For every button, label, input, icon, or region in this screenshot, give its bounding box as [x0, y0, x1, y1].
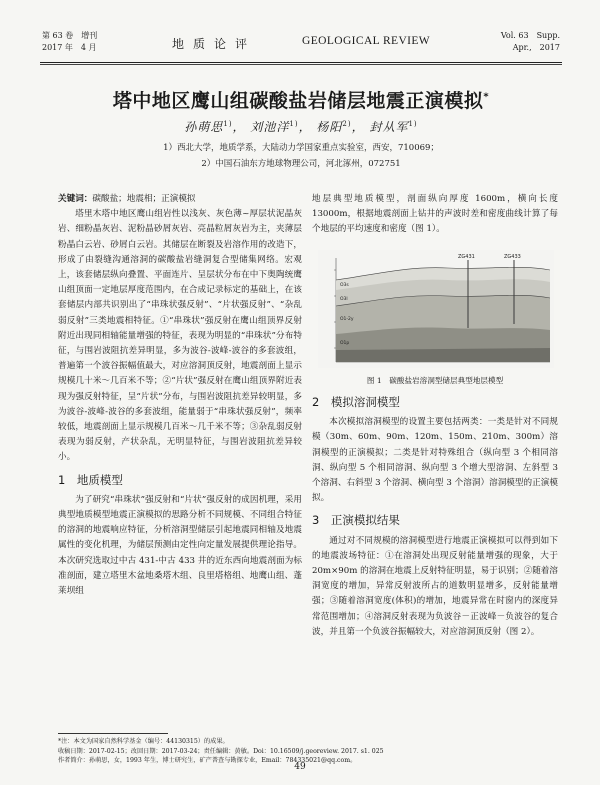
- journal-name-en: GEOLOGICAL REVIEW: [302, 35, 431, 47]
- header-volume-en: [480, 30, 560, 54]
- header-rule-thin: [40, 64, 562, 65]
- keywords-text: 碳酸盐；地震相；正演模拟: [92, 194, 196, 204]
- author-list: 孙萌思$^{1)}$， 刘池洋$^{1)}$， 杨阳$^{2)}$， 封从军$^{1)}$: [184, 120, 418, 134]
- section-3-heading: 3 正演模拟结果: [312, 513, 400, 528]
- paper-title: [40, 86, 562, 113]
- page-number: 49: [294, 762, 306, 772]
- layer-label: O3l: [340, 297, 348, 302]
- keywords-label: 关键词：: [58, 194, 93, 204]
- paper-title-text: 塔中地区鹰山组碳酸盐岩储层地震正演模拟: [112, 90, 484, 112]
- section-1-paragraph: 为了研究“串珠状”强反射和“片状”强反射的成因机理，采用典型地质模型地震正演模拟的思路分析不同规模、不同组合特征的溶洞的地震响应特征，分析溶洞型储层引起地震同相轴及地震属性的变化机理，为储层预测由定性向定量发展提供理论指导。本次研究选取过中古 431-中古 433 井的近东西向地震剖面为标准剖面，建立塔里木盆地桑塔木组、良里塔格组、地鹰山组、蓬莱坝组: [58, 494, 302, 597]
- right-column-bottom: [312, 388, 558, 640]
- section-3-paragraph: 通过对不同规模的溶洞模型进行地震正演模拟可以得到如下的地震波场特征：①在溶洞处出现反射能量增强的现象，大于 20m×90m 的溶洞在地震上反射特征明显，易于识别；②随着溶洞宽度的增加，异常反射波所占的道数明显增多，反射能量增强；③随着溶洞宽度(体积)的增加，地震异常在时窗内的深度异常范围增加；④溶洞反射表现为负波谷－正波峰－负波谷的复合波，并且第一个负波谷振幅较大，对应溶洞顶反射（图 2）。: [312, 535, 558, 637]
- header-rule: [40, 62, 562, 63]
- footnote-funding: *注：本文为国家自然科学基金（编号：44130315）的成果。: [58, 738, 229, 745]
- right-column-top: [312, 192, 558, 238]
- figure-1-caption: 图 1 碳酸盐岩溶洞型储层典型地层模型: [366, 376, 504, 385]
- author-name: 杨阳: [316, 120, 343, 134]
- author-sup: 1): [408, 120, 418, 128]
- well-label-zg431: ZG431: [458, 254, 475, 260]
- intro-paragraph: 塔里木塔中地区鹰山组岩性以浅灰、灰色薄~厚层状泥晶灰岩、细粉晶灰岩、泥粉晶砂屑灰岩、亮晶粒屑灰岩为主，夹薄层粉晶白云岩、砂屑白云岩。其储层在断裂及岩溶作用的改造下，形成了由裂缝沟通溶洞的碳酸盐岩缝洞复合型储集网络。宏观上，该套储层纵向叠置、平面连片、呈层状分布在中下奥陶统鹰山组顶面一定地层厚度范围内，在合成记录标定的基础上，在该套储层内部共识别出了“串珠状强反射”、“片状强反射”、“杂乱弱反射”三类地震相特征。①“串珠状”强反射在鹰山组顶界反射附近出现同相轴能量增强的特征，表现为明显的“串珠状”分布特征，与围岩波阻抗差异明显，多为波谷-波峰-波谷的多套波组，普遍第一个波谷振幅值最大，对应溶洞顶反射，地震剖面上显示规模几十米～几百米不等；②“片状”强反射在鹰山组顶界附近表现为强反射特征，呈“片状”分布，与围岩波阻抗差异较明显，多为波谷-波峰-波谷的多套波组，能量弱于“串珠状强反射”，频率较低，地震剖面上显示规模几百米～几千米不等；③杂乱弱反射表现为弱反射，产状杂乱，无明显特征，与围岩波阻抗差异较小。: [58, 209, 302, 463]
- title-footnote-mark: *: [483, 91, 490, 103]
- author-sup: 2): [342, 120, 352, 128]
- journal-name-cn: 地质论评: [172, 37, 257, 51]
- author-sup: 1): [289, 120, 299, 128]
- header-date-cn: 2017 年 4 月: [42, 43, 97, 52]
- layer-label: O1p: [340, 341, 350, 346]
- header-volume: [42, 30, 97, 54]
- affiliation-2: 2）中国石油东方地球物理公司，河北涿州，072751: [201, 159, 401, 169]
- section-1-heading: 1 地质模型: [58, 472, 123, 487]
- keywords: [58, 192, 302, 207]
- footnote-rule: [58, 733, 168, 734]
- left-column: [58, 192, 302, 599]
- author-name: 刘池洋: [250, 120, 290, 134]
- section-2-heading: 2 模拟溶洞模型: [312, 395, 400, 409]
- author-sup: 1): [223, 120, 233, 128]
- footnote-dates: 收稿日期：2017-02-15；改回日期：2017-03-24；责任编辑：黄敏。Doi：10.16509/j.georeview. 2017. s1. 025: [58, 747, 384, 755]
- footnote-author-bio: 作者简介：孙萌思，女，1993 年生，博士研究生，矿产普查与勘探专业，Email：784335021@qq.com。: [58, 757, 357, 764]
- layer-label: O3s: [340, 283, 349, 288]
- author-name: 封从军: [369, 120, 409, 134]
- header-volume-cn: 第 63 卷 增刊: [42, 31, 98, 40]
- section-1-paragraph-continued: 地层典型地质模型，剖面纵向厚度 1600m，横向长度 13000m，根据地震剖面上钻井的声波时差和密度曲线计算了每个地层的平均速度和密度（图 1）。: [312, 194, 558, 235]
- layer-5: [336, 348, 550, 362]
- layer-label: O1-2y: [340, 317, 354, 322]
- header-vol-en: Vol. 63 Supp.: [500, 31, 560, 40]
- figure-1-geological-model: [318, 250, 554, 368]
- affiliation-1: 1）西北大学，地质学系，大陆动力学国家重点实验室，西安，710069；: [163, 143, 439, 153]
- well-label-zg433: ZG433: [504, 254, 521, 260]
- header-date-en: Apr., 2017: [512, 43, 560, 52]
- section-2-paragraph: 本次模拟溶洞模型的设置主要包括两类：一类是针对不同规模（30m、60m、90m、120m、150m、210m、300m）溶洞模型的正演模拟；二类是针对特殊组合（纵向型 3 个相同溶洞、纵向型 5 个相同溶洞、纵向型 3 个增大型溶洞、左斜型 3 个溶洞、右斜型 3 个溶洞、横向型 3 个溶洞）溶洞模型的正演模拟。: [312, 417, 558, 504]
- author-name: 孙萌思: [184, 120, 224, 134]
